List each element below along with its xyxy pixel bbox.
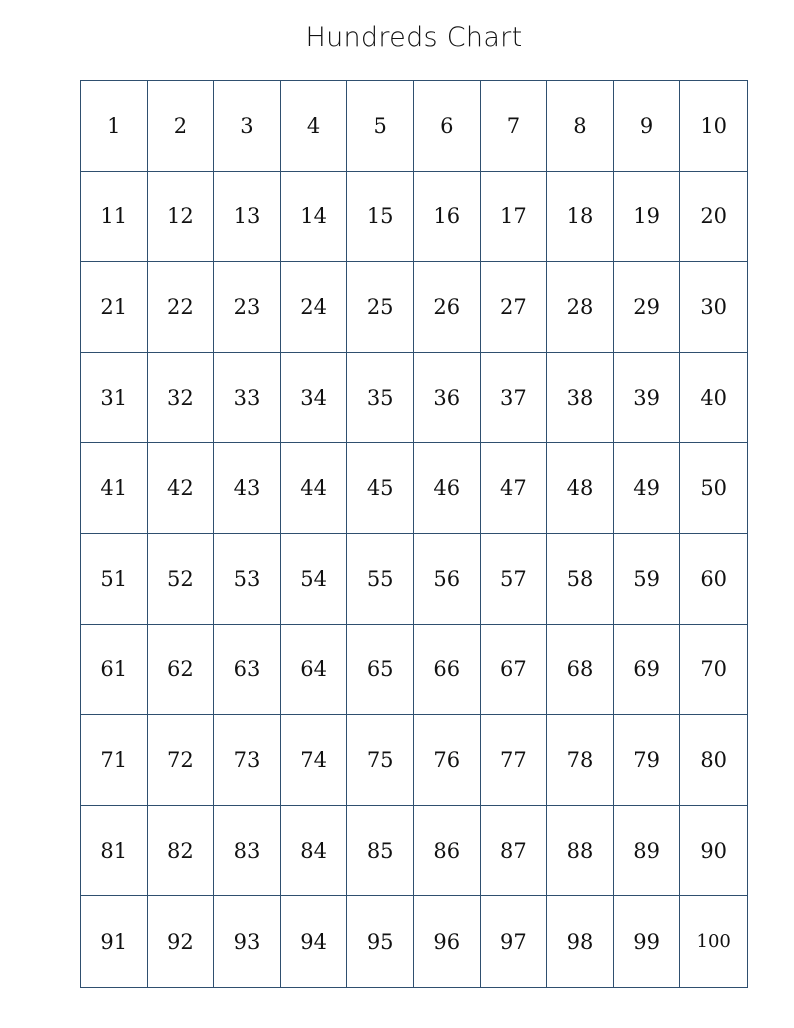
grid-cell: 30 [680, 262, 747, 353]
grid-cell: 45 [347, 443, 414, 534]
grid-cell: 93 [214, 896, 281, 987]
grid-cell: 8 [547, 81, 614, 172]
grid-cell: 5 [347, 81, 414, 172]
grid-cell: 89 [614, 806, 681, 897]
grid-cell: 78 [547, 715, 614, 806]
grid-cell: 82 [148, 806, 215, 897]
grid-cell: 38 [547, 353, 614, 444]
grid-cell: 72 [148, 715, 215, 806]
grid-cell: 50 [680, 443, 747, 534]
grid-cell: 36 [414, 353, 481, 444]
grid-cell: 92 [148, 896, 215, 987]
grid-cell: 75 [347, 715, 414, 806]
grid-cell: 25 [347, 262, 414, 353]
grid-cell: 81 [81, 806, 148, 897]
grid-cell: 48 [547, 443, 614, 534]
grid-cell: 52 [148, 534, 215, 625]
grid-cell: 26 [414, 262, 481, 353]
grid-cell: 76 [414, 715, 481, 806]
grid-cell: 18 [547, 172, 614, 263]
grid-cell: 57 [481, 534, 548, 625]
grid-cell: 99 [614, 896, 681, 987]
grid-cell: 55 [347, 534, 414, 625]
grid-cell: 77 [481, 715, 548, 806]
grid-cell: 21 [81, 262, 148, 353]
grid-cell: 68 [547, 625, 614, 716]
grid-cell: 88 [547, 806, 614, 897]
grid-cell: 59 [614, 534, 681, 625]
grid-cell: 14 [281, 172, 348, 263]
grid-cell: 84 [281, 806, 348, 897]
grid-cell: 40 [680, 353, 747, 444]
grid-cell: 63 [214, 625, 281, 716]
grid-cell: 42 [148, 443, 215, 534]
grid-cell: 71 [81, 715, 148, 806]
grid-cell: 1 [81, 81, 148, 172]
grid-cell: 49 [614, 443, 681, 534]
grid-cell: 85 [347, 806, 414, 897]
grid-cell: 64 [281, 625, 348, 716]
grid-cell: 33 [214, 353, 281, 444]
grid-cell: 3 [214, 81, 281, 172]
grid-cell: 58 [547, 534, 614, 625]
grid-cell: 53 [214, 534, 281, 625]
grid-cell: 2 [148, 81, 215, 172]
grid-cell: 27 [481, 262, 548, 353]
grid-cell: 43 [214, 443, 281, 534]
grid-cell: 65 [347, 625, 414, 716]
grid-cell: 44 [281, 443, 348, 534]
grid-cell: 22 [148, 262, 215, 353]
grid-cell: 100 [696, 931, 731, 953]
grid-cell: 4 [281, 81, 348, 172]
grid-cell: 13 [214, 172, 281, 263]
grid-cell: 34 [281, 353, 348, 444]
grid-cell: 47 [481, 443, 548, 534]
grid-cell: 51 [81, 534, 148, 625]
grid-cell: 24 [281, 262, 348, 353]
grid-cell: 12 [148, 172, 215, 263]
grid-cell: 66 [414, 625, 481, 716]
grid-cell: 70 [680, 625, 747, 716]
grid-cell: 37 [481, 353, 548, 444]
grid-cell: 6 [414, 81, 481, 172]
grid-cell: 80 [680, 715, 747, 806]
grid-cell: 32 [148, 353, 215, 444]
grid-cell: 97 [481, 896, 548, 987]
grid-cell: 10 [680, 81, 747, 172]
grid-cell: 7 [481, 81, 548, 172]
grid-cell: 9 [614, 81, 681, 172]
grid-cell: 41 [81, 443, 148, 534]
grid-cell: 19 [614, 172, 681, 263]
page-title: Hundreds Chart [305, 22, 523, 53]
grid-cell: 90 [680, 806, 747, 897]
grid-cell: 62 [148, 625, 215, 716]
grid-cell: 74 [281, 715, 348, 806]
grid-cell: 15 [347, 172, 414, 263]
grid-cell: 20 [680, 172, 747, 263]
grid-cell: 35 [347, 353, 414, 444]
grid-cell: 73 [214, 715, 281, 806]
grid-cell: 28 [547, 262, 614, 353]
grid-cell: 86 [414, 806, 481, 897]
grid-cell: 87 [481, 806, 548, 897]
grid-cell: 11 [81, 172, 148, 263]
grid-cell: 29 [614, 262, 681, 353]
grid-cell: 17 [481, 172, 548, 263]
grid-cell: 56 [414, 534, 481, 625]
grid-cell: 46 [414, 443, 481, 534]
grid-cell: 91 [81, 896, 148, 987]
grid-cell: 95 [347, 896, 414, 987]
grid-cell: 83 [214, 806, 281, 897]
grid-cell: 16 [414, 172, 481, 263]
grid-cell: 60 [680, 534, 747, 625]
grid-cell: 31 [81, 353, 148, 444]
grid-cell: 98 [547, 896, 614, 987]
grid-cell: 54 [281, 534, 348, 625]
grid-cell: 79 [614, 715, 681, 806]
grid-cell: 61 [81, 625, 148, 716]
grid-cell: 69 [614, 625, 681, 716]
grid-cell: 94 [281, 896, 348, 987]
grid-cell: 96 [414, 896, 481, 987]
grid-cell: 67 [481, 625, 548, 716]
grid-cell: 39 [614, 353, 681, 444]
hundreds-grid [80, 80, 748, 988]
grid-cell: 23 [214, 262, 281, 353]
